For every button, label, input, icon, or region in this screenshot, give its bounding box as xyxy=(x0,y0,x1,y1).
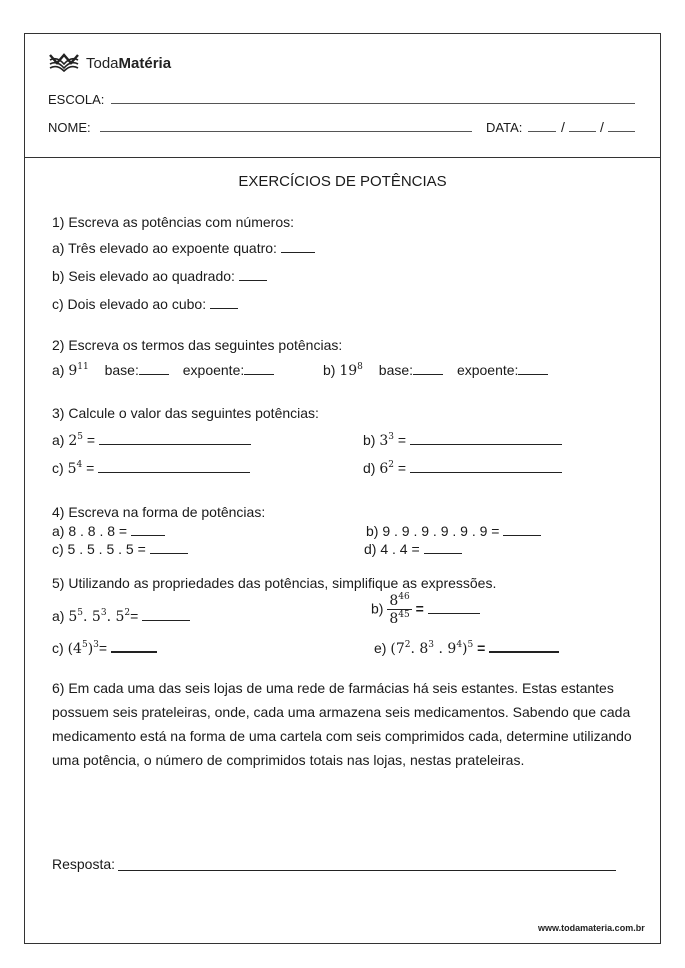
exponent: 3 xyxy=(388,432,394,442)
date-year-field[interactable] xyxy=(608,131,635,132)
q4-c-answer-blank[interactable] xyxy=(150,552,188,554)
q3-item-b xyxy=(363,432,562,449)
header-divider xyxy=(24,157,661,158)
exponent: 3 xyxy=(100,608,107,618)
base: 2 xyxy=(68,433,78,449)
base: 3 xyxy=(379,433,389,449)
q3-b-power xyxy=(379,433,394,449)
q5-c-expression: $(4^5)^3$ xyxy=(67,640,99,657)
q2-a-exp-blank[interactable] xyxy=(244,373,274,375)
q5-item-b xyxy=(371,594,480,626)
q6-line: uma potência, o número de comprimidos totais nas lojas, nestas prateleiras. xyxy=(52,752,525,768)
q1-c-text: c) Dois elevado ao cubo: xyxy=(52,296,207,312)
equals: = xyxy=(477,640,486,656)
q5-c-answer-blank[interactable] xyxy=(111,650,157,653)
q1-item-c xyxy=(52,296,238,312)
equals: = xyxy=(86,460,95,476)
exponent: 11 xyxy=(77,362,89,372)
q5-c-label: c) xyxy=(52,640,64,656)
q4-a-text: a) 8 . 8 . 8 = xyxy=(52,523,128,539)
q4-prompt: 4) Escreva na forma de potências: xyxy=(52,504,266,520)
q2-item-b xyxy=(323,362,548,379)
page-title: EXERCÍCIOS DE POTÊNCIAS xyxy=(238,173,447,190)
q5-e-label: e) xyxy=(374,640,387,656)
q5-b-fraction xyxy=(387,594,411,626)
exponent: 3 xyxy=(428,640,435,650)
q6-line: medicamento está na forma de uma cartela com seis comprimidos cada, determine utilizando xyxy=(52,728,632,744)
q3-prompt: 3) Calcule o valor das seguintes potências: xyxy=(52,405,319,421)
q3-b-answer-blank[interactable] xyxy=(410,443,562,445)
exponent: 45 xyxy=(398,610,410,620)
q2-b-exp-blank[interactable] xyxy=(518,373,548,375)
base: 4 xyxy=(73,641,82,657)
exponent: 2 xyxy=(388,460,394,470)
q2-a-base-label: base: xyxy=(104,362,139,378)
brand-logo xyxy=(48,52,80,77)
base: 7 xyxy=(395,641,405,657)
q4-item-b xyxy=(366,523,541,539)
equals: = xyxy=(130,608,139,624)
q3-a-label: a) xyxy=(52,432,65,448)
q3-item-a xyxy=(52,432,251,449)
q2-b-power xyxy=(339,363,363,379)
exponent: 2 xyxy=(124,608,131,618)
school-label: ESCOLA: xyxy=(48,92,105,107)
q2-a-base-blank[interactable] xyxy=(139,373,169,375)
q3-item-d xyxy=(363,460,562,477)
base: 8 xyxy=(419,641,429,657)
exponent: 5 xyxy=(81,640,88,650)
base: 6 xyxy=(379,461,389,477)
q5-b-label: b) xyxy=(371,600,384,617)
date-separator: / xyxy=(561,119,565,135)
q1-item-b xyxy=(52,268,267,284)
base: 5 xyxy=(67,461,77,477)
base: 9 xyxy=(68,363,78,379)
q4-item-c xyxy=(52,541,188,557)
q5-a-answer-blank[interactable] xyxy=(142,619,190,621)
exponent: 5 xyxy=(77,608,83,618)
exponent: 3 xyxy=(93,640,99,650)
q5-prompt: 5) Utilizando as propriedades das potências, simplifique as expressões. xyxy=(52,575,497,591)
q1-c-answer-blank[interactable] xyxy=(210,307,238,309)
brand-name-regular: Toda xyxy=(86,55,119,72)
q1-b-answer-blank[interactable] xyxy=(239,279,267,281)
fraction-denominator xyxy=(387,610,411,626)
base: 8 xyxy=(389,593,399,609)
q1-a-answer-blank[interactable] xyxy=(281,251,315,253)
q2-a-exp-label: expoente: xyxy=(182,362,245,378)
q2-b-base-blank[interactable] xyxy=(413,373,443,375)
fraction-numerator xyxy=(387,594,411,610)
q5-a-expression: $5^5$. $5^3$. $5^2$ xyxy=(68,608,131,625)
exponent: 5 xyxy=(467,640,474,650)
q4-d-answer-blank[interactable] xyxy=(424,552,462,554)
worksheet-frame xyxy=(24,33,661,944)
book-logo-icon xyxy=(48,52,80,72)
equals: = xyxy=(98,640,108,656)
q2-b-exp-label: expoente: xyxy=(456,362,519,378)
school-field[interactable] xyxy=(111,103,635,104)
q4-item-a xyxy=(52,523,165,539)
q4-item-d xyxy=(364,541,462,557)
q3-d-power xyxy=(379,461,394,477)
exponent: 4 xyxy=(76,460,83,470)
q2-b-base-label: base: xyxy=(378,362,414,378)
q5-item-c xyxy=(52,640,157,657)
date-label: DATA: xyxy=(486,120,523,135)
date-separator: / xyxy=(600,119,604,135)
q3-b-label: b) xyxy=(363,432,376,448)
q2-a-power xyxy=(68,363,88,379)
q3-d-label: d) xyxy=(363,460,376,476)
q5-e-expression: ($7^2$. $8^3$ . $9^4)^5$ xyxy=(390,640,474,657)
equals: = xyxy=(397,432,407,448)
base: 19 xyxy=(339,363,358,379)
brand-name xyxy=(86,55,171,72)
date-day-field[interactable] xyxy=(528,131,556,132)
q5-item-e xyxy=(374,640,559,657)
q3-c-label: c) xyxy=(52,460,64,476)
name-field[interactable] xyxy=(100,131,472,132)
date-month-field[interactable] xyxy=(569,131,596,132)
q3-a-answer-blank[interactable] xyxy=(99,443,251,445)
q6-paragraph xyxy=(52,676,632,772)
q1-b-text: b) Seis elevado ao quadrado: xyxy=(52,268,235,284)
footer-url: www.todamateria.com.br xyxy=(538,923,645,933)
name-label: NOME: xyxy=(48,120,91,135)
equals: = xyxy=(86,432,96,448)
q4-b-text: b) 9 . 9 . 9 . 9 . 9 . 9 = xyxy=(366,523,500,539)
q2-item-a xyxy=(52,362,274,379)
q5-b-answer-blank[interactable] xyxy=(428,612,480,614)
base: 5 xyxy=(115,609,125,625)
q4-c-text: c) 5 . 5 . 5 . 5 = xyxy=(52,541,146,557)
q3-item-c xyxy=(52,460,250,477)
q5-item-a xyxy=(52,608,190,625)
q1-item-a xyxy=(52,240,315,256)
q5-e-answer-blank[interactable] xyxy=(489,650,559,653)
exponent: 2 xyxy=(404,640,411,650)
q4-b-answer-blank[interactable] xyxy=(503,534,541,536)
exponent: 46 xyxy=(398,592,410,602)
q3-d-answer-blank[interactable] xyxy=(410,471,562,473)
base: 9 xyxy=(447,641,457,657)
equals: = xyxy=(415,600,424,617)
q3-c-answer-blank[interactable] xyxy=(98,471,250,473)
q1-prompt: 1) Escreva as potências com números: xyxy=(52,214,294,230)
q2-b-label: b) xyxy=(323,362,336,378)
q4-a-answer-blank[interactable] xyxy=(131,534,165,536)
equals: = xyxy=(397,460,407,476)
answer-label: Resposta: xyxy=(52,856,116,872)
base: 5 xyxy=(91,609,101,625)
brand-name-bold: Matéria xyxy=(118,55,172,72)
q6-line: 6) Em cada uma das seis lojas de uma rede de farmácias há seis estantes. Estas estantes xyxy=(52,680,614,696)
q3-c-power xyxy=(68,461,83,477)
base: 8 xyxy=(389,611,399,627)
exponent: 5 xyxy=(77,432,83,442)
exponent: 4 xyxy=(456,640,463,650)
q6-line: possuem seis prateleiras, onde, cada uma armazena seis medicamentos. Sabendo que cada xyxy=(52,704,631,720)
exponent: 8 xyxy=(357,362,363,372)
q5-a-label: a) xyxy=(52,608,65,624)
q1-a-text: a) Três elevado ao expoente quatro: xyxy=(52,240,277,256)
q3-a-power xyxy=(68,433,83,449)
base: 5 xyxy=(68,609,78,625)
answer-field[interactable] xyxy=(118,870,616,871)
q4-d-text: d) 4 . 4 = xyxy=(364,541,420,557)
q2-prompt: 2) Escreva os termos das seguintes potências: xyxy=(52,337,343,353)
q2-a-label: a) xyxy=(52,362,65,378)
